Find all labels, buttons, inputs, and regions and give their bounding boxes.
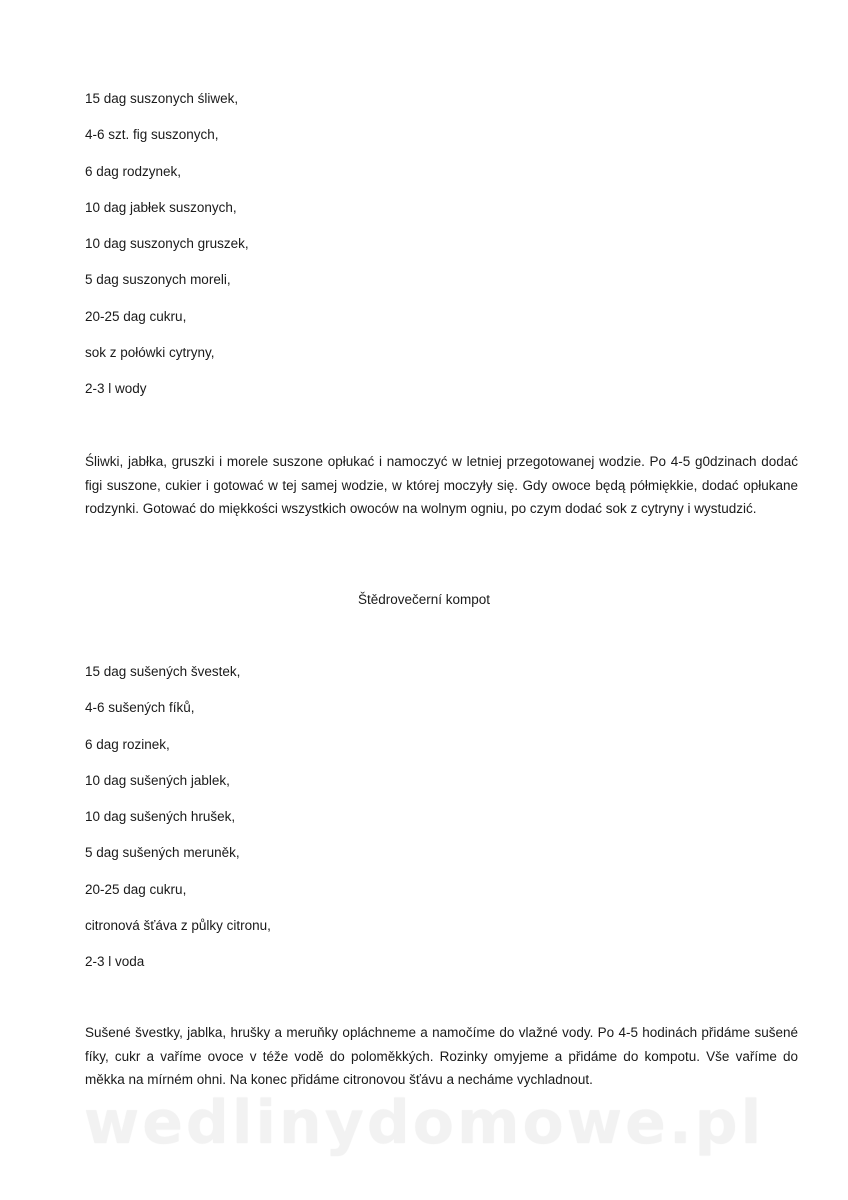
czech-ingredient-list <box>85 663 271 990</box>
ingredient-item: 10 dag suszonych gruszek, <box>85 236 249 252</box>
polish-ingredient-list <box>85 90 249 417</box>
polish-instructions: Śliwki, jabłka, gruszki i morele suszone opłukać i namoczyć w letniej przegotowanej wodzie. Po 4-5 g0dzinach dodać figi suszone, cukier i gotować w tej samej wodzie, w której moczyły się. Gdy owoce będą półmiękkie, dodać opłukane rodzynki. Gotować do miękkości wszystkich owoców na wolnym ogniu, po czym dodać sok z cytryny i wystudzić. <box>85 454 798 516</box>
ingredient-item: 10 dag sušených jablek, <box>85 772 230 788</box>
ingredient-item: 6 dag rozinek, <box>85 736 170 752</box>
ingredient-item: 2-3 l wody <box>85 381 147 397</box>
ingredient-item: citronová šťáva z půlky citronu, <box>85 918 271 934</box>
ingredient-item: 20-25 dag cukru, <box>85 308 187 324</box>
ingredient-item: 15 dag sušených švestek, <box>85 664 241 679</box>
czech-recipe-title: Štědrovečerní kompot <box>357 592 491 607</box>
ingredient-item: 10 dag jabłek suszonych, <box>85 199 237 215</box>
ingredient-item: 4-6 sušených fíků, <box>85 700 195 716</box>
watermark: wedlinydomowe.pl <box>83 1088 765 1158</box>
ingredient-item: 10 dag sušených hrušek, <box>85 809 236 825</box>
ingredient-item: 6 dag rodzynek, <box>85 163 182 179</box>
ingredient-item: 20-25 dag cukru, <box>85 881 187 897</box>
ingredient-item: 4-6 szt. fig suszonych, <box>85 127 219 143</box>
ingredient-item: 5 dag suszonych moreli, <box>85 272 231 288</box>
ingredient-item: 5 dag sušených meruněk, <box>85 845 240 861</box>
ingredient-item: 15 dag suszonych śliwek, <box>85 91 239 106</box>
ingredient-item: sok z połówki cytryny, <box>85 345 215 361</box>
czech-instructions: Sušené švestky, jablka, hrušky a meruňky opláchneme a namočíme do vlažné vody. Po 4-5 hodinách přidáme sušené fíky, cukr a vaříme ovoce v téže vodě do poloměkkých. Rozinky omyjeme a přidáme do kompotu. Vše vaříme do měkka na mírném ohni. Na konec přidáme citronovou šťávu a necháme vychladnout. <box>85 1025 798 1087</box>
ingredient-item: 2-3 l voda <box>85 954 145 970</box>
